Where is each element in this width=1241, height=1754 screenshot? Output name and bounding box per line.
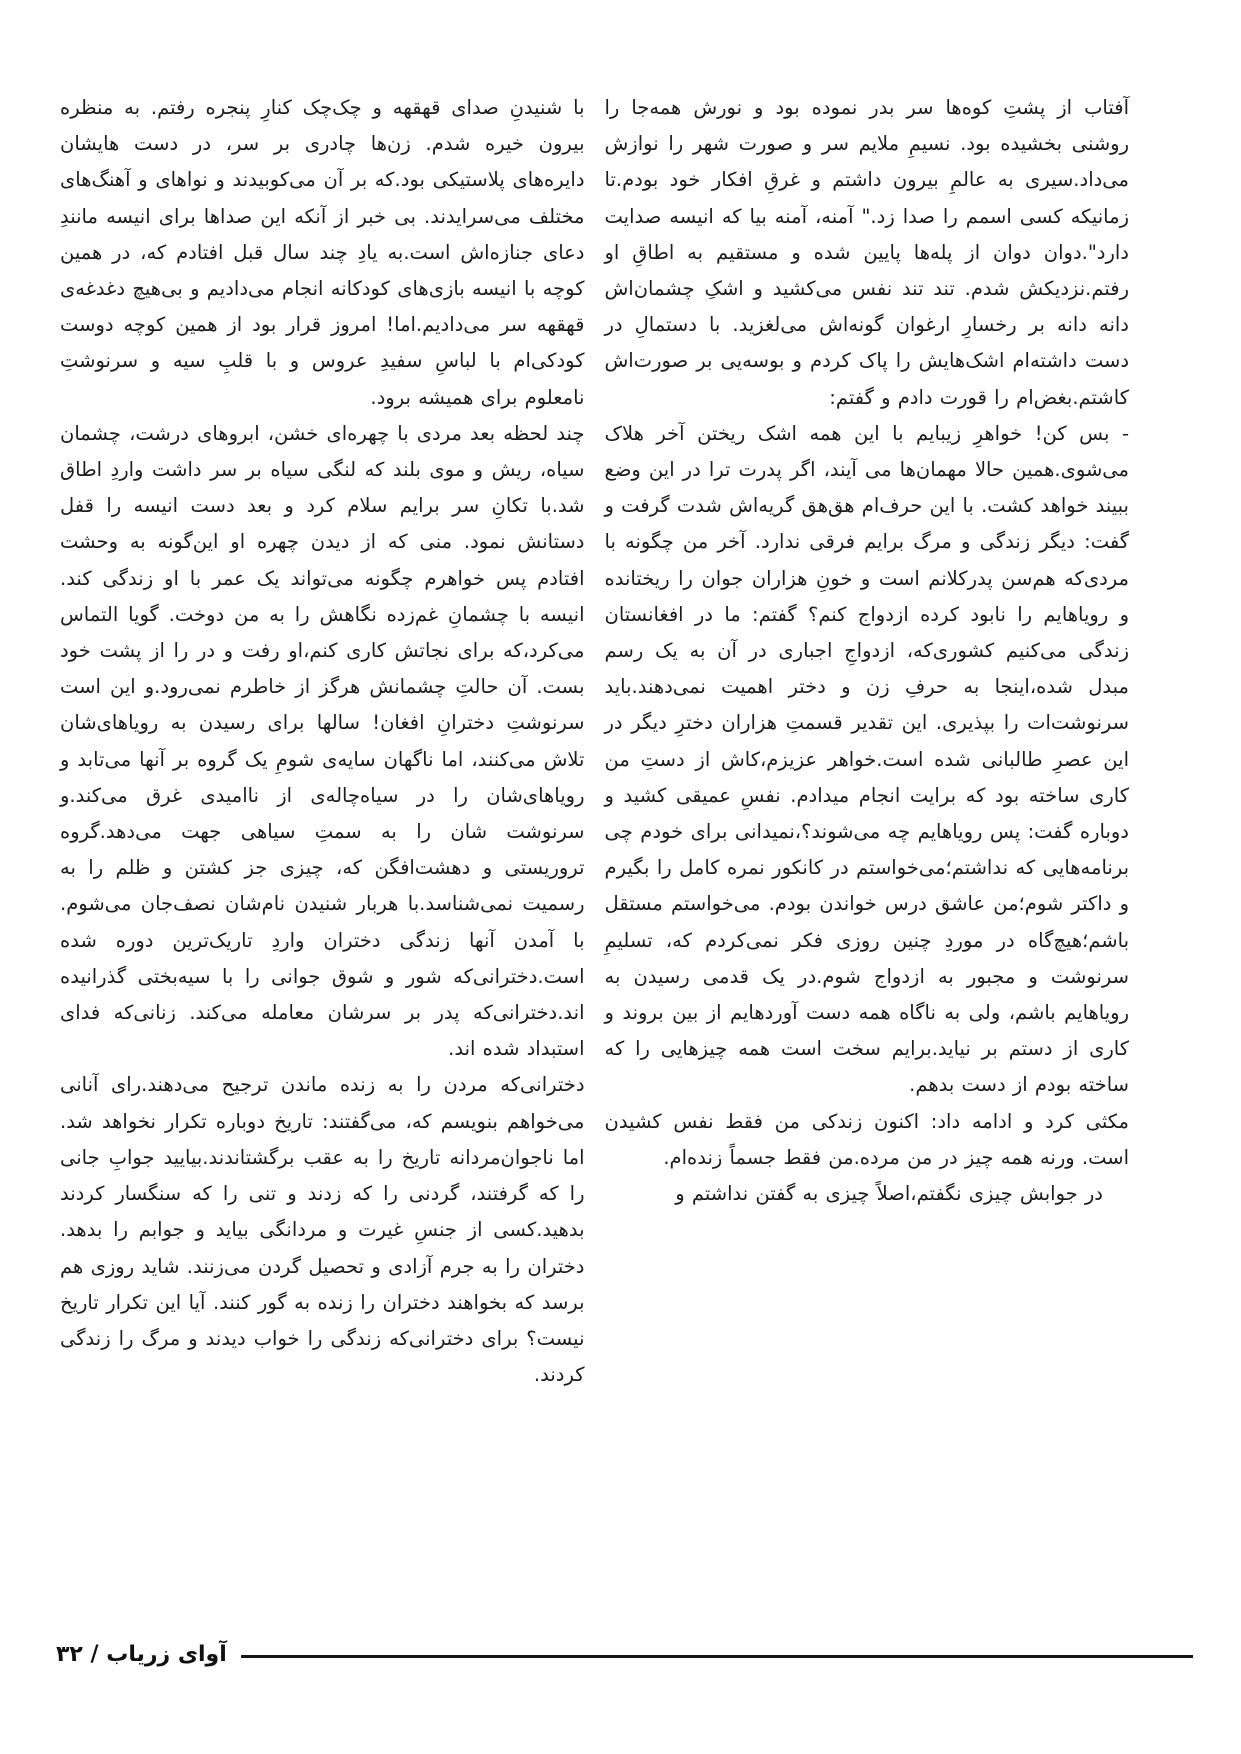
article-body: [60, 90, 1129, 1393]
page-footer: [56, 1642, 1193, 1667]
footer-rule: [241, 1655, 1193, 1658]
paragraph: آفتاب از پشتِ کوه‌ها سر بدر نموده بود و نورش همه‌جا را روشنی بخشیده بود. نسیمِ ملایم سر و صورت شهر را نوازش می‌داد.سیری به عالمِ بیرون داشتم و غرقِ افکار خود بودم.تا زمانیکه کسی اسمم را صدا زد." آمنه، آمنه بیا که انیسه صدایت دارد".دوان دوان از پله‌ها پایین شده و مستقیم به اطاقِ او رفتم.نزدیکش شدم. تند تند نفس می‌کشید و اشکِ چشمان‌اش دانه دانه بر رخسارِ ارغوان گونه‌اش می‌لغزید. با دستمالِ در دست داشته‌ام اشک‌هایش را پاک کردم و بوسه‌یی بر صورت‌اش کاشتم.بغض‌ام را قورت دادم و گفتم:: [604, 96, 1129, 409]
column-right: [605, 90, 1130, 1393]
paragraph: در جوابش چیزی نگفتم،اصلاً چیزی به گفتن نداشتم و: [675, 1182, 1103, 1206]
page-number-label: ۳۲ / آوای زریاب: [56, 1642, 227, 1667]
column-left: [60, 90, 585, 1393]
paragraph: دخترانی‌که مردن را به زنده ماندن ترجیح می‌دهند.رای آنانی می‌خواهم بنویسم که، می‌گفتند: تاریخ دوباره تکرار نخواهد شد. اما ناجوان‌مردانه تاریخ را به عقب برگشتاندند.بیایید جوابِ جانی را که گرفتند، گردنی را که زدند و تنی را که سنگسار کردند بدهید.کسی از جنسِ غیرت و مردانگی بیاید و جوابم را بدهد. دختران را به جرم آزادی و تحصیل گردن می‌زنند. شاید روزی هم برسد که بخواهند دختران را زنده به گور کنند. آیا این تکرار تاریخ نیست؟ برای دخترانی‌که زندگی را خواب دیدند و مرگ را زندگی کردند.: [60, 1073, 585, 1387]
two-column-layout: [60, 90, 1129, 1393]
paragraph: مکثی کرد و ادامه داد: اکنون زندکی من فقط نفس کشیدن است. ورنه همه چیز در من مرده.من فقط جسماً زنده‌ام.: [604, 1109, 1129, 1169]
paragraph: - بس کن! خواهرِ زیبایم با این همه اشک ریختن آخر هلاک می‌شوی.همین حالا مهمان‌ها می آیند، اگر پدرت ترا در این وضع ببیند خواهد کشت. با این حرف‌ام هق‌هق گریه‌اش شدت گرفت و گفت: دیگر زندگی و مرگ برایم فرقی ندارد. آخر من چگونه با مردی‌که هم‌سن پدرکلانم است و خونِ هزاران جوان را ریختانده و رویاهایم را نابود کرده ازدواج کنم؟ گفتم: ما در افغانستان زندگی می‌کنیم کشوری‌که، ازدواجِ اجباری در آن به یک رسم مبدل شده،اینجا به حرفِ زن و دختر اهمیت نمی‌دهند.باید سرنوشت‌ات را بپذیری. این تقدیر قسمتِ هزاران دخترِ دیگر در این عصرِ طالبانی شده است.خواهر عزیزم،کاش از دستِ من کاری ساخته بود که برایت انجام میدادم. نفسِ عمیقی کشید و دوباره گفت: پس رویاهایم چه می‌شوند؟،نمیدانی برای خودم چی برنامه‌هایی که نداشتم؛می‌خواستم در کانکور نمره کامل را بگیرم و داکتر شوم؛من عاشق درس خواندن بودم. می‌خواستم مستقل باشم؛هیچ‌گاه در موردِ چنین روزی فکر نمی‌کردم که، تسلیمِ سرنوشت و مجبور به ازدواج شوم.در یک قدمی رسیدن به رویاهایم باشم، ولی به ناگاه همه دست آوردهایم از بین بروند و کاری از دستم بر نیاید.برایم سخت است همه چیزهایی را که ساخته بودم از دست بدهم.: [604, 421, 1129, 1097]
paragraph: با شنیدنِ صدای قهقهه و چک‌چک کنارِ پنجره رفتم. به منظره بیرون خیره شدم. زن‌ها چادری بر سر، در دست هایشان دایره‌های پلاستیکی بود.که بر آن می‌کوبیدند و نواهای و آهنگ‌های مختلف می‌سرایدند. بی خبر از آنکه این صداها برای انیسه مانندِ دعای جنازه‌اش است.به یادِ چند سال قبل افتادم که، در همین کوچه با انیسه بازی‌های کودکانه انجام می‌دادیم و بی‌هیچ دغدغه‌ی قهقهه سر می‌دادیم.اما! امروز قرار بود از همین کوچه دوست کودکی‌ام با لباسِ سفیدِ عروس و با قلبِ سیه و سرنوشتِ نامعلوم برای همیشه برود.: [60, 96, 585, 409]
paragraph: چند لحظه بعد مردی با چهره‌ای خشن، ابروهای درشت، چشمان سیاه، ریش و موی بلند که لنگی سیاه بر سر داشت واردِ اطاق شد.با تکانِ سر برایم سلام کرد و بعد دست انیسه را قفل دستانش نمود. منی که از دیدن چهره او این‌گونه به وحشت افتادم پس خواهرم چگونه می‌تواند یک عمر با او زندگی کند. انیسه با چشمانِ غم‌زده نگاهش را به من دوخت. گویا التماس می‌کرد،که برای نجاتش کاری کنم،او رفت و در را از پشت خود بست. آن حالتِ چشمانش هرگز از خاطرم نمی‌رود.و این است سرنوشتِ دخترانِ افغان! سالها برای رسیدن به رویاهای‌شان تلاش می‌کنند، اما ناگهان سایه‌ی شومِ یک گروه بر آنها می‌تابد و رویاهای‌شان را در سیاه‌چاله‌ی از ناامیدی غرق می‌کند.و سرنوشت شان را به سمتِ سیاهی جهت می‌دهد.گروه تروریستی و دهشت‌افگن که، چیزی جز کشتن و ظلم را به رسمیت نمی‌شناسد.با هربار شنیدن نام‌شان نصف‌جان می‌شوم. با آمدن آنها زندگی دختران واردِ تاریک‌ترین دوره شده است.دخترانی‌که شور و شوق جوانی را با سیه‌بختی گذرانیده اند.دخترانی‌که پدر بر سرشان معامله می‌کند. زنانی‌که فدای استبداد شده اند.: [60, 421, 585, 1061]
